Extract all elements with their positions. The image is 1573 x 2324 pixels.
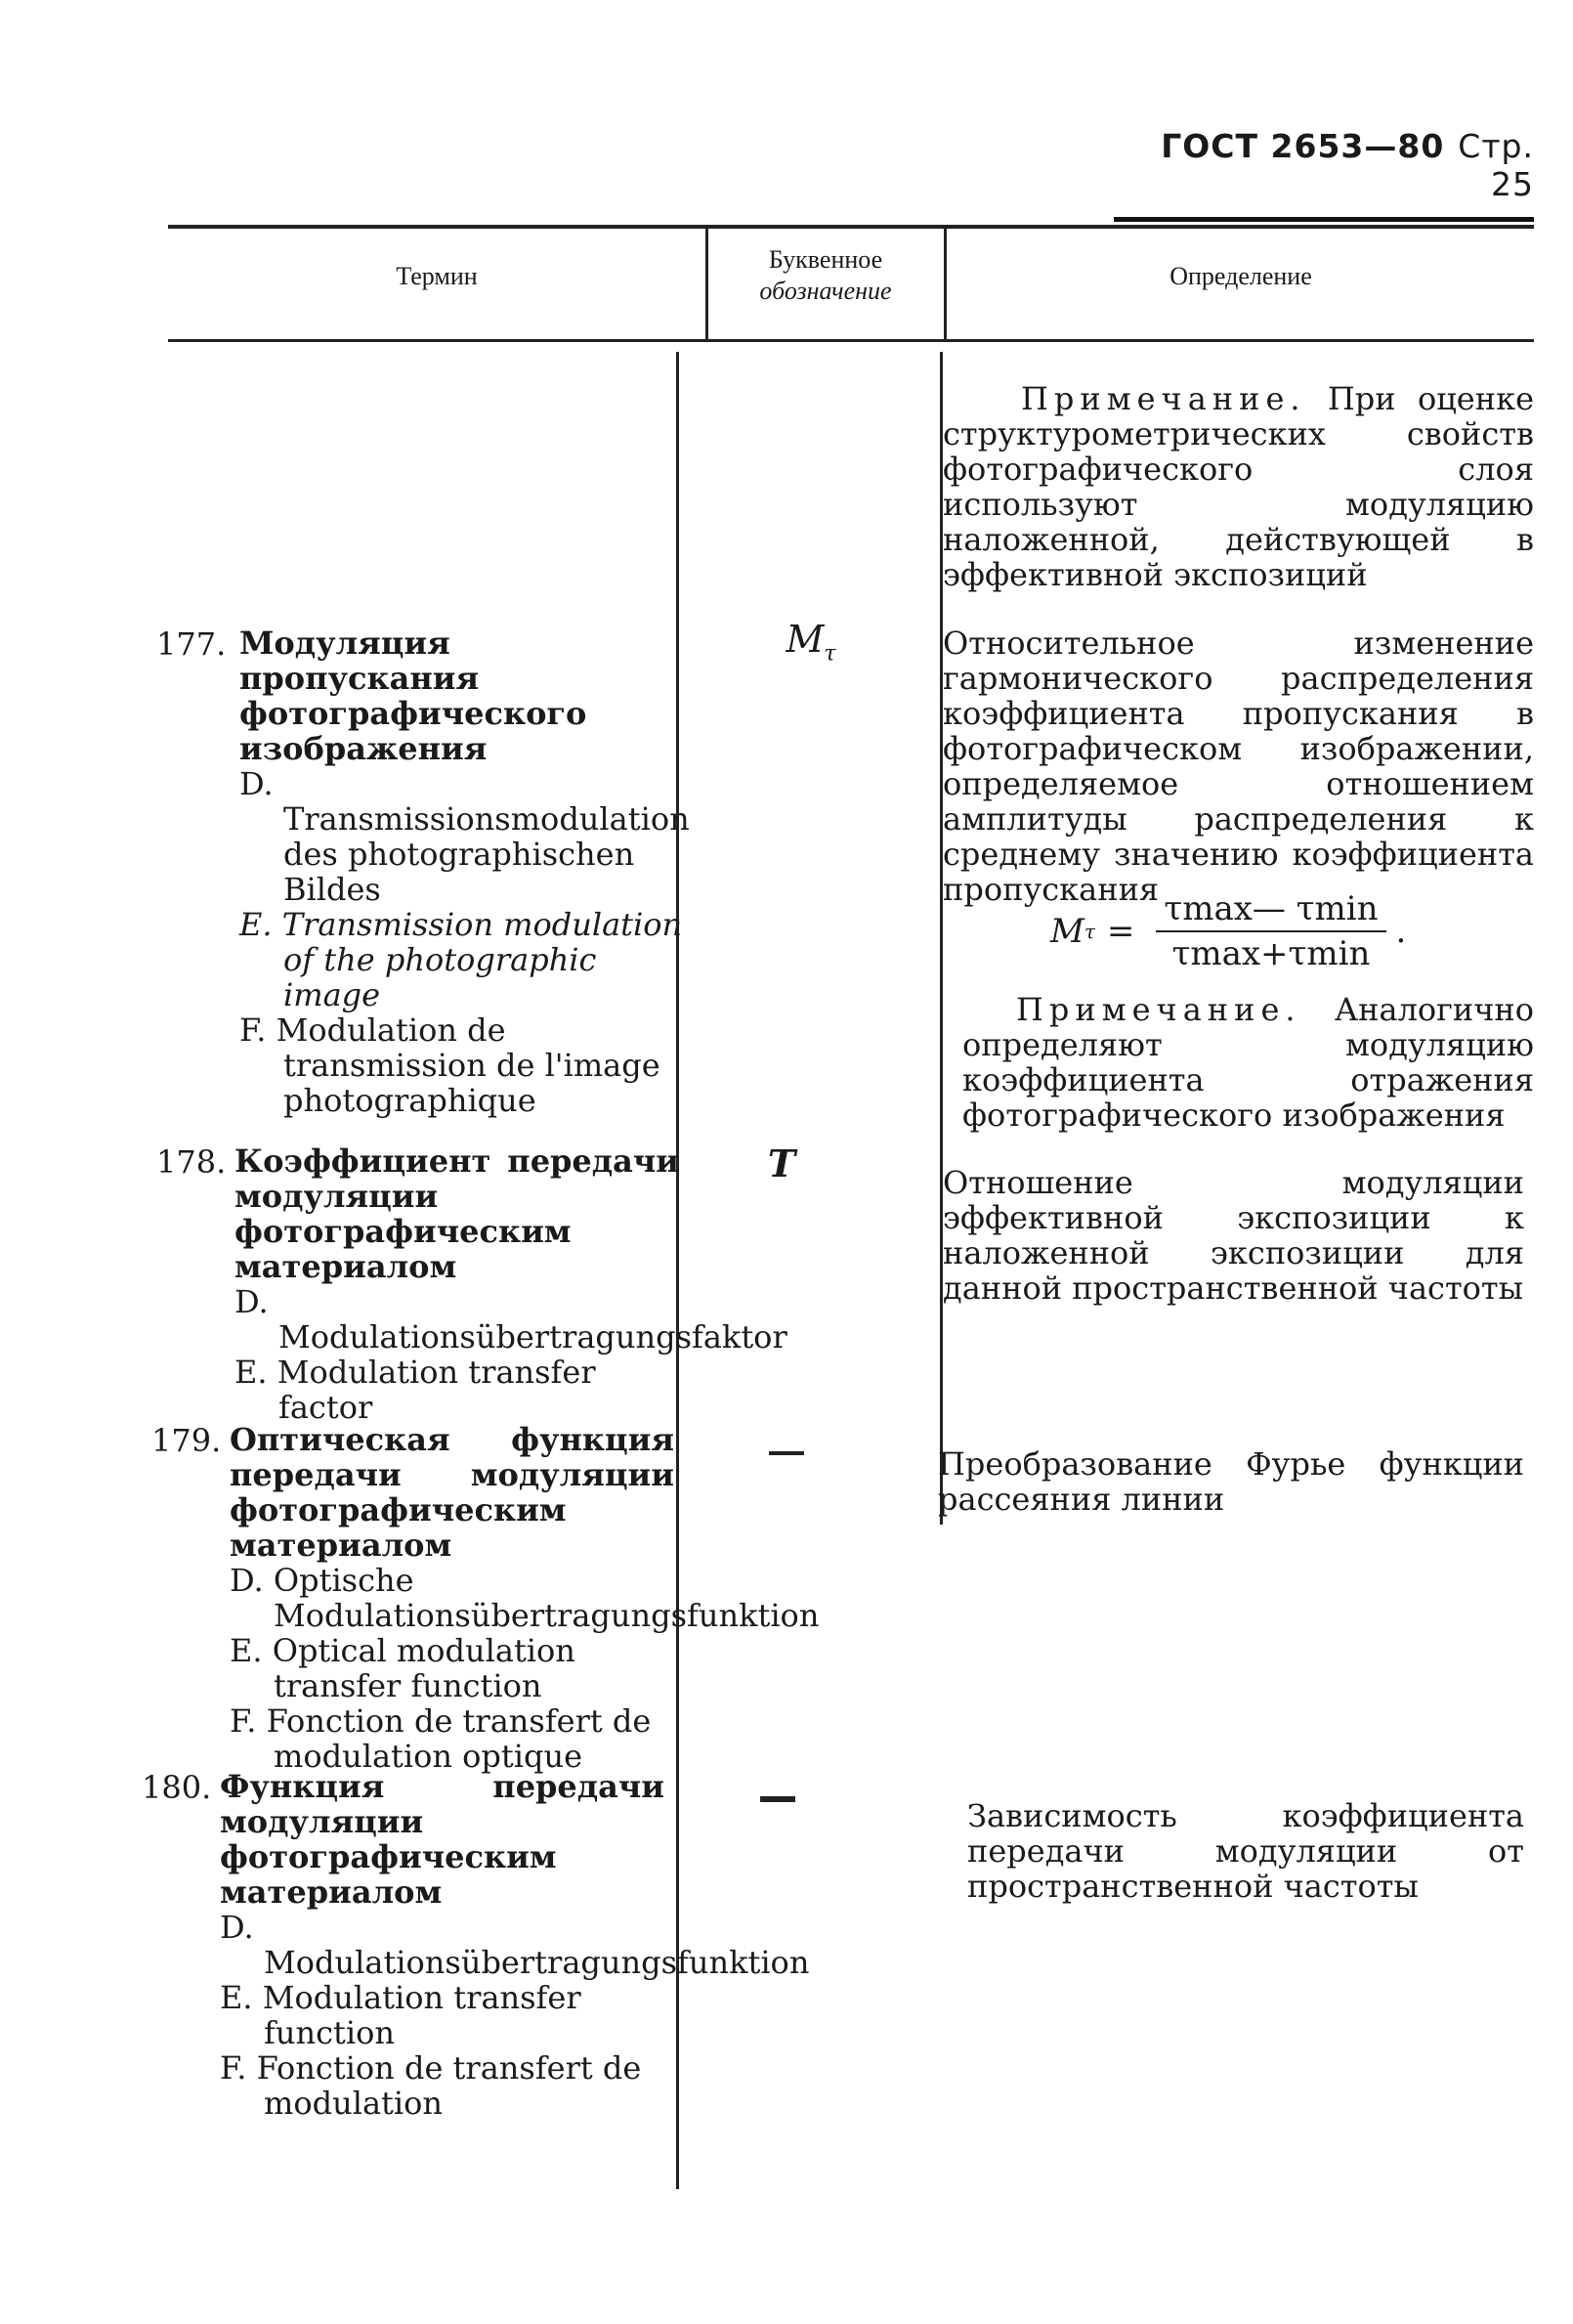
col-header-symbol xyxy=(708,244,943,307)
note-177-label: Примечание. xyxy=(1016,991,1301,1028)
term-de: D. Transmissionsmodulation des photographischen Bildes xyxy=(239,765,690,908)
definition-180: Зависимость коэффициента передачи модуляции от пространственной частоты xyxy=(967,1797,1524,1905)
formula-denominator: τmax+τmin xyxy=(1171,934,1371,973)
term-177 xyxy=(239,624,690,1119)
term-en: E. Optical modulation transfer function xyxy=(230,1632,575,1704)
table-header-rule xyxy=(168,339,1534,342)
definition-177: Относительное изменение гармонического распределения коэффициента пропускания в фотографическом изображении, определяемое отношением амплитуды распределения к среднему значению коэффициента пропускания xyxy=(943,624,1534,908)
term-ru: Модуляция пропускания фотографического изображения xyxy=(239,624,587,767)
term-en: E. Modulation transfer factor xyxy=(234,1354,596,1426)
col-header-symbol-line2: обозначение xyxy=(759,277,892,305)
table-top-rule xyxy=(168,225,1534,229)
entry-number: 179. xyxy=(151,1422,222,1459)
entry-number: 178. xyxy=(156,1143,227,1181)
standard-number: ГОСТ 2653—80 xyxy=(1161,127,1445,165)
term-fr: F. Fonction de transfert de modulation xyxy=(220,2049,642,2122)
term-180 xyxy=(220,1768,810,2122)
symbol-177 xyxy=(684,618,938,667)
formula-fraction xyxy=(1156,889,1385,973)
term-ru: Коэффициент передачи модуляции фотографическим материалом xyxy=(234,1142,679,1285)
col-header-definition: Определение xyxy=(1169,262,1312,290)
symbol-subscript: τ xyxy=(824,641,836,667)
note-177 xyxy=(962,992,1534,1133)
formula-lhs: M xyxy=(1050,912,1084,951)
page-number: Стр. 25 xyxy=(1458,127,1534,203)
note-177-text: Аналогично определяют модуляцию коэффициента отражения фотографического изображения xyxy=(962,991,1534,1134)
term-de: D. Modulationsübertragungsfaktor xyxy=(234,1283,787,1356)
note-text: При оценке структурометрических свойств фотографического слоя используют модуляцию наложенной, действующей в эффективной экспозиций xyxy=(943,380,1534,593)
col-header-symbol-line1: Буквенное xyxy=(768,245,883,274)
symbol-letter: M xyxy=(786,618,825,661)
col-divider-2-head xyxy=(944,227,947,339)
term-178 xyxy=(234,1142,787,1426)
note-label: Примечание. xyxy=(1021,380,1306,417)
symbol-dash-180 xyxy=(760,1796,795,1802)
definition-178: Отношение модуляции эффективной экспозиции к наложенной экспозиции для данной пространственной частоты xyxy=(943,1164,1524,1307)
term-en-text: E. Transmission modulation of the photographic image xyxy=(239,906,683,1013)
term-en xyxy=(239,907,684,1012)
term-de: D. Optische Modulationsübertragungsfunktion xyxy=(230,1562,820,1634)
definition-179: Преобразование Фурье функции рассеяния линии xyxy=(938,1445,1524,1518)
symbol-dash-179 xyxy=(769,1451,804,1455)
term-de: D. Modulationsübertragungsfunktion xyxy=(220,1909,810,1981)
note-continued xyxy=(943,381,1534,592)
entry-number: 180. xyxy=(142,1769,212,1806)
symbol-178: T xyxy=(767,1141,796,1185)
formula-177: M τ = $\frac{\tau\max— \tau\min}{\tau\max+\tau\min}$ . xyxy=(1050,889,1407,973)
formula-numerator: τmax— τmin xyxy=(1156,889,1385,932)
page-header xyxy=(1114,127,1534,222)
formula-lhs-sub: τ xyxy=(1084,920,1095,943)
term-ru: Оптическая функция передачи модуляции фотографическим материалом xyxy=(230,1421,674,1564)
col-header-term: Термин xyxy=(396,262,478,290)
term-179 xyxy=(230,1421,820,1775)
term-en: E. Modulation transfer function xyxy=(220,1979,581,2051)
term-ru: Функция передачи модуляции фотографическим материалом xyxy=(220,1768,664,1911)
entry-number: 177. xyxy=(156,625,227,663)
term-fr: F. Modulation de transmission de l'image photographique xyxy=(239,1011,660,1119)
term-fr: F. Fonction de transfert de modulation optique xyxy=(230,1702,652,1775)
